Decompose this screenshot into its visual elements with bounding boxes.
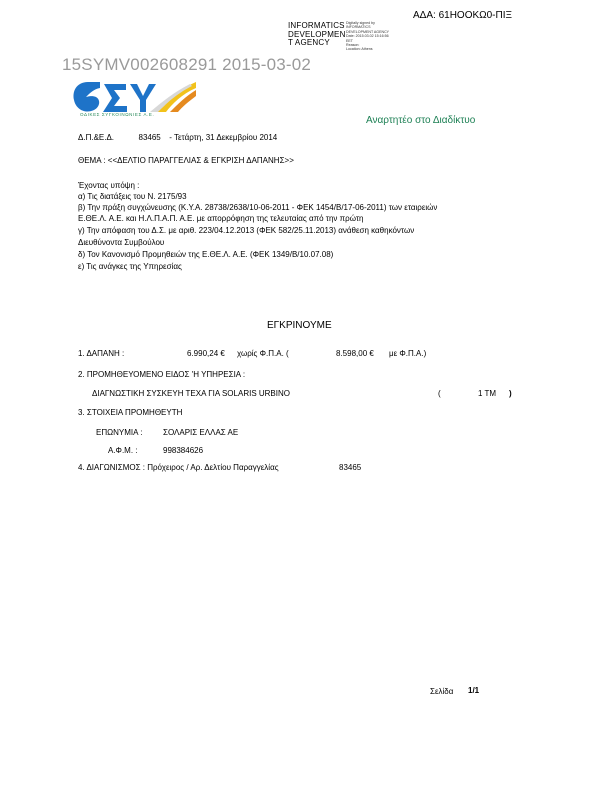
signature-line: INFORMATICS (346, 25, 371, 30)
item-quantity: 1 ΤΜ (478, 389, 497, 398)
agency-line: INFORMATICS (288, 21, 345, 30)
page-label: Σελίδα (430, 687, 454, 696)
supplier-afm-label: Α.Φ.Μ. : (108, 446, 138, 455)
agency-line: T AGENCY (288, 38, 330, 48)
considering-title: Έχοντας υπόψη : (78, 181, 140, 190)
logo-subtitle: ΟΔΙΚΕΣ ΣΥΓΚΟΙΝΩΝΙΕΣ Α.Ε. (80, 112, 155, 117)
considering-line: ε) Τις ανάγκες της Υπηρεσίας (78, 262, 182, 271)
digital-signature-text (346, 21, 389, 52)
tender-info: 4. ΔΙΑΓΩΝΙΣΜΟΣ : Πρόχειρος / Αρ. Δελτίου Παραγγελίας (78, 463, 279, 472)
considering-line: Διευθύνοντα Συμβούλου (78, 238, 165, 247)
tender-number: 83465 (339, 463, 362, 472)
supplier-name: ΣΟΛΑΡΙΣ ΕΛΛΑΣ ΑΕ (163, 428, 239, 437)
expense-gross: 8.598,00 € (336, 349, 374, 358)
signature-line: DEVELOPMENT AGENCY (346, 29, 390, 34)
considering-line: α) Τις διατάξεις του Ν. 2175/93 (78, 192, 187, 201)
item-open-paren: ( (438, 389, 441, 398)
ada-code: ΑΔΑ: 61ΗΟΟΚΩ0-ΠΙΞ (413, 10, 513, 21)
supplier-afm: 998384626 (163, 446, 204, 455)
document-subject: ΘΕΜΑ : <<ΔΕΛΤΙΟ ΠΑΡΑΓΓΕΛΙΑΣ & ΕΓΚΡΙΣΗ ΔΑΠΑΝΗΣ>> (78, 156, 294, 165)
supplier-name-label: ΕΠΩΝΥΜΙΑ : (96, 428, 143, 437)
expense-label: 1. ΔΑΠΑΝΗ : (78, 349, 125, 358)
item-title: 2. ΠΡΟΜΗΘΕΥΟΜΕΝΟ ΕΙΔΟΣ 'Η ΥΠΗΡΕΣΙΑ : (78, 370, 246, 379)
considering-line: β) Την πράξη συγχώνευσης (Κ.Υ.Α. 28738/2638/10-06-2011 - ΦΕΚ 1454/Β/17-06-2011) των εταιρειών (78, 203, 438, 212)
signature-line: Reason: (346, 43, 360, 48)
document-stamp: 15SYMV002608291 2015-03-02 (62, 55, 312, 74)
protocol-number: 83465 (138, 133, 161, 142)
signature-line: Digitally signed by (346, 21, 375, 25)
considering-line: γ) Την απόφαση του Δ.Σ. με αριθ. 223/04.12.2013 (ΦΕΚ 582/25.11.2013) ανάθεση καθηκόντων (78, 226, 415, 235)
item-close-paren: ) (509, 389, 512, 398)
supplier-title: 3. ΣΤΟΙΧΕΙΑ ΠΡΟΜΗΘΕΥΤΗ (78, 408, 183, 417)
considering-line: Ε.ΘΕ.Λ. Α.Ε. και Η.Λ.Π.Α.Π. Α.Ε. με απορρόφηση της τελευταίας από την πρώτη (78, 214, 364, 223)
posted-online-label: Αναρτητέο στο Διαδίκτυο (366, 115, 476, 126)
document-date: - Τετάρτη, 31 Δεκεμβρίου 2014 (169, 133, 278, 142)
reference-row (78, 133, 277, 143)
department-code: Δ.Π.&Ε.Δ. (78, 133, 115, 142)
expense-net-suffix: χωρίς Φ.Π.Α. ( (237, 349, 289, 358)
item-description: ΔΙΑΓΝΩΣΤΙΚΗ ΣΥΣΚΕΥΗ ΤΕΧΑ ΓΙΑ SOLARIS URBINO (92, 389, 290, 398)
agency-name (288, 22, 346, 48)
approval-heading: ΕΓΚΡΙΝΟΥΜΕ (267, 320, 332, 331)
expense-gross-suffix: με Φ.Π.Α.) (389, 349, 427, 358)
agency-line: DEVELOPMEN (288, 29, 346, 39)
page-number: 1/1 (468, 686, 480, 695)
signature-line: Location: Athens (346, 47, 373, 52)
expense-net: 6.990,24 € (187, 349, 225, 358)
signature-line: Date: 2015.03.02 15:16:56 (346, 34, 389, 39)
signature-line: EET (346, 38, 353, 43)
considering-line: δ) Τον Κανονισμό Προμηθειών της Ε.ΘΕ.Λ. Α.Ε. (ΦΕΚ 1349/Β/10.07.08) (78, 250, 334, 259)
